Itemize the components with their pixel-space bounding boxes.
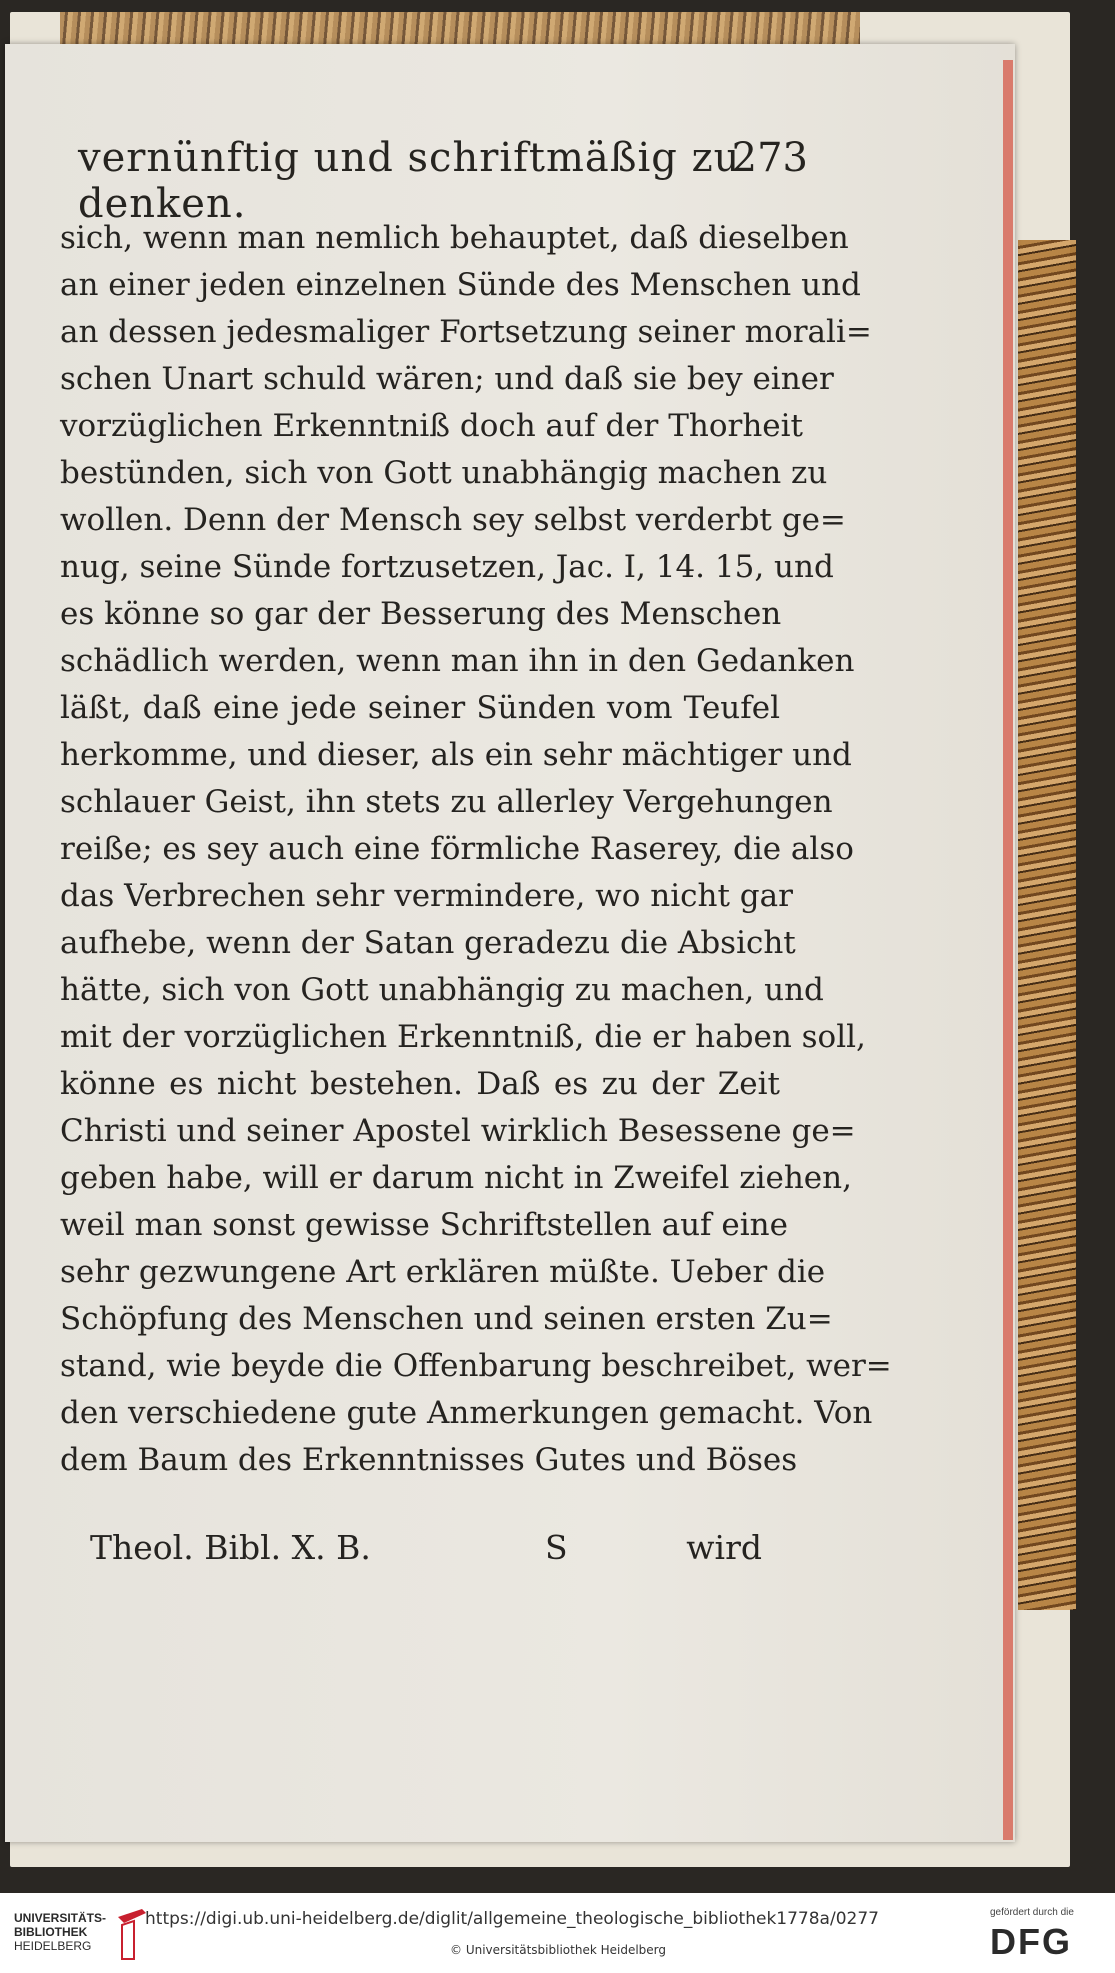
text-line: das Verbrechen sehr vermindere, wo nicht gar [60, 878, 793, 914]
text-line: Christi und seiner Apostel wirklich Besessene ge= [60, 1113, 856, 1149]
text-line: nug, seine Sünde fortzusetzen, Jac. I, 14. 15, und [60, 549, 834, 585]
text-line: an dessen jedesmaliger Fortsetzung seiner morali= [60, 314, 872, 350]
document-url-link[interactable]: https://digi.ub.uni-heidelberg.de/diglit/allgemeine_theologische_bibliothek1778a/0277 [145, 1909, 879, 1929]
library-city: HEIDELBERG [14, 1939, 92, 1953]
text-line: geben habe, will er darum nicht in Zweifel ziehen, [60, 1160, 852, 1196]
text-line: den verschiedene gute Anmerkungen gemacht. Von [60, 1395, 873, 1431]
library-name [14, 1911, 106, 1953]
funding-note: gefördert durch die [990, 1907, 1074, 1918]
sheet-mark: S [545, 1528, 568, 1567]
running-header [78, 135, 808, 227]
text-line: könne es nicht bestehen. Daß es zu der Zeit [60, 1066, 780, 1102]
text-line: schädlich werden, wenn man ihn in den Gedanken [60, 643, 855, 679]
red-page-edge [1003, 60, 1013, 1840]
text-line: schlauer Geist, ihn stets zu allerley Vergehungen [60, 784, 833, 820]
text-line: schen Unart schuld wären; und daß sie bey einer [60, 361, 834, 397]
catchword: wird [686, 1528, 762, 1567]
body-text [60, 215, 892, 1484]
text-line: vorzüglichen Erkenntniß doch auf der Thorheit [60, 408, 804, 444]
viewer-footer [0, 1893, 1115, 1973]
copyright-text: © Universitätsbibliothek Heidelberg [450, 1943, 667, 1957]
text-line: Schöpfung des Menschen und seinen ersten Zu= [60, 1301, 833, 1337]
text-line: mit der vorzüglichen Erkenntniß, die er haben soll, [60, 1019, 866, 1055]
text-line: bestünden, sich von Gott unabhängig machen zu [60, 455, 828, 491]
text-line: dem Baum des Erkenntnisses Gutes und Böses [60, 1442, 798, 1478]
library-name-line1: UNIVERSITÄTS- [14, 1911, 107, 1925]
text-line: stand, wie beyde die Offenbarung beschreibet, wer= [60, 1348, 892, 1384]
library-name-line2: BIBLIOTHEK [14, 1925, 88, 1939]
marbled-paper-top [60, 12, 860, 48]
page-number: 273 [731, 135, 808, 181]
text-line: weil man sonst gewisse Schriftstellen auf eine [60, 1207, 788, 1243]
signature-mark: Theol. Bibl. X. B. [90, 1528, 371, 1567]
text-line: sehr gezwungene Art erklären müßte. Ueber die [60, 1254, 826, 1290]
running-title: vernünftig und schriftmäßig zu denken. [78, 135, 741, 227]
text-line: aufhebe, wenn der Satan geradezu die Absicht [60, 925, 796, 961]
text-line: es könne so gar der Besserung des Menschen [60, 596, 782, 632]
dfg-logo: DFG [990, 1921, 1072, 1962]
catchline [90, 1528, 762, 1576]
marbled-paper-edge [1018, 240, 1076, 1610]
text-line: wollen. Denn der Mensch sey selbst verderbt ge= [60, 502, 846, 538]
text-line: an einer jeden einzelnen Sünde des Menschen und [60, 267, 861, 303]
text-line: sich, wenn man nemlich behauptet, daß dieselben [60, 220, 849, 256]
text-line: hätte, sich von Gott unabhängig zu machen, und [60, 972, 824, 1008]
text-line: läßt, daß eine jede seiner Sünden vom Teufel [60, 690, 780, 726]
text-line: reiße; es sey auch eine förmliche Raserey, die also [60, 831, 854, 867]
text-line: herkomme, und dieser, als ein sehr mächtiger und [60, 737, 852, 773]
